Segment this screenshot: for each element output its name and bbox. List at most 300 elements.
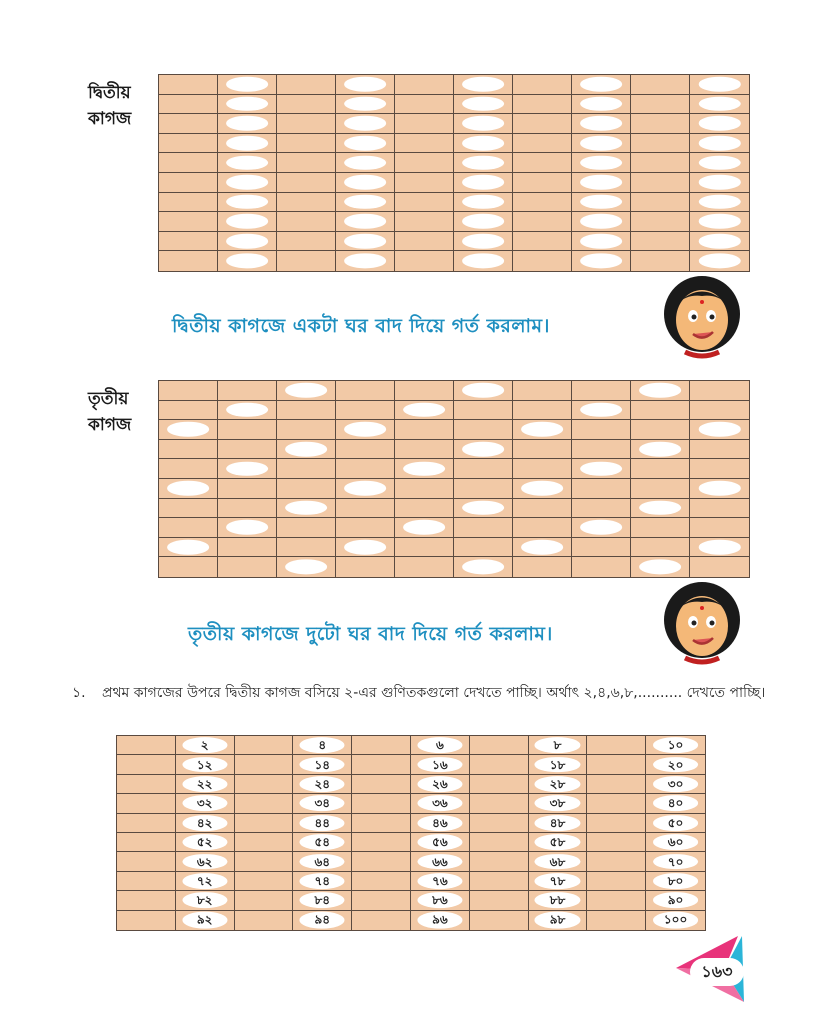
third-paper-label (88, 386, 131, 438)
third-paper-cell (159, 381, 218, 401)
punched-hole (698, 155, 740, 170)
third-paper-cell (159, 420, 218, 440)
third-paper-cell (690, 381, 749, 401)
second-paper-cell (336, 114, 395, 134)
second-paper-cell (159, 173, 218, 193)
multiples-cell (646, 891, 705, 910)
third-paper-cell (277, 401, 336, 421)
punched-hole (698, 481, 740, 496)
multiples-cell (587, 911, 646, 930)
punched-hole (698, 97, 740, 112)
third-paper-cell (631, 440, 690, 460)
third-paper-cell (159, 538, 218, 558)
punched-hole (344, 175, 386, 190)
second-paper-cell (218, 95, 277, 115)
punched-hole (226, 214, 268, 229)
second-paper-cell (690, 134, 749, 154)
multiple-value: ৩২ (182, 795, 227, 811)
punched-hole (698, 136, 740, 151)
third-paper-cell (159, 557, 218, 577)
punched-hole (462, 116, 504, 131)
multiple-value: ১৮ (535, 757, 580, 773)
second-paper-cell (277, 114, 336, 134)
third-paper-cell (336, 479, 395, 499)
multiples-cell (352, 852, 411, 871)
multiples-cell (411, 891, 470, 910)
multiples-cell (117, 872, 176, 891)
punched-hole (344, 540, 386, 555)
multiple-value: ৭০ (653, 854, 699, 870)
third-paper-cell (277, 440, 336, 460)
punched-hole (698, 214, 740, 229)
second-paper-cell (395, 153, 454, 173)
multiples-cell (293, 891, 352, 910)
multiples-cell (293, 852, 352, 871)
multiples-cell (352, 911, 411, 930)
multiples-cell (176, 833, 235, 852)
multiple-value: ১৬ (417, 757, 462, 773)
punched-hole (344, 422, 386, 437)
third-paper-cell (454, 557, 513, 577)
third-paper-cell (690, 499, 749, 519)
multiple-value: ৪৮ (535, 815, 580, 831)
second-paper-cell (631, 114, 690, 134)
multiple-value: ৭২ (182, 873, 227, 889)
multiple-value: ৩৮ (535, 795, 580, 811)
second-paper-cell (631, 134, 690, 154)
multiple-value: ৫৮ (535, 834, 580, 850)
punched-hole (521, 540, 563, 555)
punched-hole (167, 481, 209, 496)
third-paper-cell (395, 440, 454, 460)
third-paper-cell (218, 499, 277, 519)
second-paper-cell (395, 75, 454, 95)
multiple-value: ৫০ (653, 815, 699, 831)
second-paper-cell (159, 134, 218, 154)
multiples-cell (235, 891, 294, 910)
multiples-cell (411, 872, 470, 891)
punched-hole (344, 155, 386, 170)
third-paper-cell (631, 420, 690, 440)
punched-hole (226, 136, 268, 151)
punched-hole (580, 461, 622, 476)
multiples-cell (235, 736, 294, 755)
second-paper-cell (218, 134, 277, 154)
punched-hole (167, 540, 209, 555)
third-paper-label-line1: তৃতীয় (88, 389, 129, 409)
punched-hole (226, 175, 268, 190)
second-paper-cell (159, 95, 218, 115)
multiples-cell (235, 794, 294, 813)
third-paper-cell (690, 401, 749, 421)
multiples-cell (646, 852, 705, 871)
punched-hole (226, 520, 268, 535)
second-paper-cell (277, 193, 336, 213)
multiples-cell (176, 755, 235, 774)
third-paper-cell (159, 459, 218, 479)
third-paper-cell (572, 440, 631, 460)
multiples-cell (470, 794, 529, 813)
second-paper-cell (631, 75, 690, 95)
punched-hole (285, 383, 327, 398)
multiple-value: ২ (182, 737, 227, 753)
second-paper-cell (277, 173, 336, 193)
punched-hole (344, 97, 386, 112)
second-paper-cell (572, 232, 631, 252)
second-paper-cell (631, 251, 690, 271)
second-paper-cell (513, 95, 572, 115)
multiples-cell (646, 872, 705, 891)
second-paper-cell (395, 95, 454, 115)
multiples-cell (293, 755, 352, 774)
third-paper-cell (454, 538, 513, 558)
third-paper-cell (454, 479, 513, 499)
second-paper-cell (159, 251, 218, 271)
second-paper-cell (572, 251, 631, 271)
second-paper-cell (513, 212, 572, 232)
second-paper-cell (395, 114, 454, 134)
punched-hole (580, 234, 622, 249)
second-paper-cell (513, 193, 572, 213)
third-paper-cell (572, 557, 631, 577)
multiples-cell (646, 755, 705, 774)
multiples-cell (587, 852, 646, 871)
multiples-cell (352, 833, 411, 852)
third-paper-cell (336, 538, 395, 558)
third-paper-cell (690, 440, 749, 460)
multiples-cell (235, 755, 294, 774)
multiples-cell (117, 911, 176, 930)
second-paper-cell (218, 232, 277, 252)
punched-hole (226, 234, 268, 249)
third-paper-cell (454, 420, 513, 440)
multiple-value: ৪২ (182, 815, 227, 831)
second-paper-cell (454, 75, 513, 95)
multiples-cell (293, 736, 352, 755)
girl-icon-2 (657, 580, 747, 666)
multiple-value: ৯২ (182, 912, 227, 929)
second-paper-cell (631, 153, 690, 173)
second-paper-cell (159, 193, 218, 213)
multiples-cell (411, 852, 470, 871)
second-paper-cell (218, 75, 277, 95)
third-paper-cell (336, 518, 395, 538)
punched-hole (580, 175, 622, 190)
second-paper-cell (513, 75, 572, 95)
second-paper-cell (277, 75, 336, 95)
second-paper-cell (336, 75, 395, 95)
second-paper-cell (513, 173, 572, 193)
multiples-cell (352, 794, 411, 813)
multiples-cell (529, 852, 588, 871)
multiple-value: ৯৮ (535, 912, 580, 929)
multiples-cell (587, 794, 646, 813)
third-paper-cell (395, 557, 454, 577)
third-paper-cell (218, 479, 277, 499)
third-paper-cell (513, 381, 572, 401)
second-paper-cell (690, 232, 749, 252)
punched-hole (462, 234, 504, 249)
multiples-cell (411, 833, 470, 852)
third-paper-cell (690, 479, 749, 499)
second-paper-cell (572, 134, 631, 154)
second-paper-cell (572, 193, 631, 213)
third-paper-cell (218, 401, 277, 421)
multiples-cell (646, 736, 705, 755)
third-paper-cell (395, 420, 454, 440)
multiples-cell (235, 911, 294, 930)
third-paper-cell (159, 499, 218, 519)
multiples-cell (293, 814, 352, 833)
multiples-cell (293, 833, 352, 852)
multiples-cell (470, 872, 529, 891)
multiples-cell (646, 833, 705, 852)
multiples-cell (529, 911, 588, 930)
second-paper-cell (454, 232, 513, 252)
multiples-cell (293, 872, 352, 891)
punched-hole (344, 116, 386, 131)
punched-hole (698, 175, 740, 190)
multiple-value: ৬ (417, 737, 462, 753)
multiples-cell (293, 775, 352, 794)
multiples-cell (352, 891, 411, 910)
multiples-cell (470, 891, 529, 910)
multiple-value: ৩৬ (417, 795, 462, 811)
third-paper-cell (218, 459, 277, 479)
multiples-cell (117, 775, 176, 794)
second-paper-cell (395, 134, 454, 154)
multiple-value: ৮৬ (417, 892, 462, 908)
multiples-cell (293, 794, 352, 813)
punched-hole (226, 155, 268, 170)
multiples-cell (117, 833, 176, 852)
multiples-cell (176, 852, 235, 871)
third-paper-cell (277, 479, 336, 499)
multiple-value: ১০ (653, 737, 699, 753)
second-paper-cell (690, 193, 749, 213)
third-paper-cell (572, 459, 631, 479)
punched-hole (344, 254, 386, 269)
punched-hole (403, 403, 445, 418)
punched-hole (462, 155, 504, 170)
multiples-cell (529, 872, 588, 891)
second-paper-label-line2: কাগজ (88, 109, 132, 129)
multiples-cell (587, 833, 646, 852)
punched-hole (580, 116, 622, 131)
third-paper-cell (513, 499, 572, 519)
third-paper-cell (454, 440, 513, 460)
multiple-value: ২৮ (535, 776, 580, 792)
second-paper-cell (218, 114, 277, 134)
punched-hole (580, 97, 622, 112)
third-paper-cell (690, 557, 749, 577)
multiples-cell (529, 775, 588, 794)
third-paper-cell (218, 518, 277, 538)
punched-hole (580, 254, 622, 269)
multiples-cell (529, 833, 588, 852)
multiples-cell (235, 814, 294, 833)
multiples-cell (587, 891, 646, 910)
multiple-value: ৪ (300, 737, 345, 753)
multiples-cell (470, 755, 529, 774)
second-paper-cell (336, 212, 395, 232)
second-paper-cell (336, 251, 395, 271)
second-paper-cell (513, 134, 572, 154)
multiples-cell (411, 775, 470, 794)
girl-icon (657, 274, 747, 360)
second-paper-cell (572, 173, 631, 193)
third-paper-cell (572, 401, 631, 421)
second-paper-cell (631, 232, 690, 252)
third-paper-cell (513, 401, 572, 421)
multiple-value: ৬৬ (417, 854, 462, 870)
multiples-cell (587, 775, 646, 794)
second-paper-cell (572, 153, 631, 173)
multiple-value: ৫৪ (300, 834, 345, 850)
second-paper-cell (454, 173, 513, 193)
punched-hole (226, 97, 268, 112)
second-paper-cell (159, 153, 218, 173)
punched-hole (462, 77, 504, 92)
third-paper-cell (277, 381, 336, 401)
third-paper-cell (277, 557, 336, 577)
third-paper-cell (395, 381, 454, 401)
punched-hole (698, 254, 740, 269)
multiples-cell (470, 833, 529, 852)
second-paper-cell (277, 212, 336, 232)
second-paper-cell (159, 75, 218, 95)
multiple-value: ২৪ (300, 776, 345, 792)
multiples-cell (235, 872, 294, 891)
second-paper-cell (454, 193, 513, 213)
punched-hole (344, 136, 386, 151)
punched-hole (639, 501, 681, 516)
second-paper-cell (690, 75, 749, 95)
multiples-cell (529, 814, 588, 833)
punched-hole (167, 422, 209, 437)
multiple-value: ৮৪ (300, 892, 345, 908)
second-paper-cell (277, 153, 336, 173)
second-paper-cell (631, 95, 690, 115)
multiple-value: ৯৬ (417, 912, 462, 929)
second-paper-cell (159, 114, 218, 134)
third-paper-cell (454, 381, 513, 401)
third-paper-cell (572, 479, 631, 499)
second-paper-cell (336, 193, 395, 213)
punched-hole (639, 560, 681, 575)
multiples-cell (411, 814, 470, 833)
punched-hole (580, 520, 622, 535)
multiples-cell (470, 911, 529, 930)
second-paper-cell (277, 251, 336, 271)
third-paper-cell (218, 557, 277, 577)
multiple-value: ৭৮ (535, 873, 580, 889)
third-paper-cell (513, 440, 572, 460)
third-paper-cell (690, 420, 749, 440)
punched-hole (462, 195, 504, 210)
punched-hole (580, 77, 622, 92)
second-paper-cell (454, 251, 513, 271)
multiples-cell (176, 891, 235, 910)
punched-hole (580, 155, 622, 170)
third-paper-cell (159, 401, 218, 421)
multiples-cell (176, 775, 235, 794)
third-paper-caption: তৃতীয় কাগজে দুটো ঘর বাদ দিয়ে গর্ত করলাম। (188, 623, 553, 645)
second-paper-cell (218, 212, 277, 232)
punched-hole (285, 501, 327, 516)
punched-hole (226, 254, 268, 269)
multiple-value: ৯৪ (300, 912, 345, 929)
second-paper-cell (513, 232, 572, 252)
punched-hole (226, 116, 268, 131)
second-paper-cell (690, 114, 749, 134)
third-paper-cell (572, 420, 631, 440)
third-paper-cell (159, 440, 218, 460)
multiples-cell (646, 775, 705, 794)
third-paper-cell (277, 420, 336, 440)
multiple-value: ৭৬ (417, 873, 462, 889)
multiples-cell (117, 891, 176, 910)
multiple-value: ৪৬ (417, 815, 462, 831)
multiple-value: ৪০ (653, 795, 699, 811)
third-paper-cell (336, 499, 395, 519)
item-1 (72, 682, 772, 704)
third-paper-cell (454, 401, 513, 421)
third-paper-cell (631, 381, 690, 401)
second-paper-cell (454, 95, 513, 115)
third-paper-cell (631, 538, 690, 558)
second-paper-cell (336, 95, 395, 115)
multiple-value: ২৬ (417, 776, 462, 792)
punched-hole (226, 403, 268, 418)
multiple-value: ৫২ (182, 834, 227, 850)
second-paper-cell (395, 251, 454, 271)
third-paper-cell (513, 557, 572, 577)
multiple-value: ৩৪ (300, 795, 345, 811)
punched-hole (698, 77, 740, 92)
multiples-cell (235, 833, 294, 852)
punched-hole (462, 136, 504, 151)
second-paper-label-line1: দ্বিতীয় (88, 83, 131, 103)
second-paper-cell (572, 95, 631, 115)
third-paper-cell (690, 538, 749, 558)
multiple-value: ২০ (653, 757, 699, 773)
punched-hole (226, 77, 268, 92)
punched-hole (698, 195, 740, 210)
punched-hole (462, 383, 504, 398)
multiples-cell (411, 755, 470, 774)
second-paper-grid (158, 74, 750, 272)
third-paper-cell (690, 459, 749, 479)
multiple-value: ৮ (535, 737, 580, 753)
second-paper-cell (513, 153, 572, 173)
multiples-cell (587, 736, 646, 755)
third-paper-cell (395, 479, 454, 499)
third-paper-cell (513, 538, 572, 558)
third-paper-cell (395, 499, 454, 519)
third-paper-cell (395, 401, 454, 421)
punched-hole (580, 136, 622, 151)
second-paper-caption: দ্বিতীয় কাগজে একটা ঘর বাদ দিয়ে গর্ত করলাম। (172, 315, 550, 337)
third-paper-cell (277, 538, 336, 558)
multiple-value: ১৪ (300, 757, 345, 773)
second-paper-label (88, 80, 131, 132)
punched-hole (344, 77, 386, 92)
third-paper-cell (454, 459, 513, 479)
third-paper-cell (336, 420, 395, 440)
multiples-cell (646, 794, 705, 813)
multiple-value: ৯০ (653, 892, 699, 908)
